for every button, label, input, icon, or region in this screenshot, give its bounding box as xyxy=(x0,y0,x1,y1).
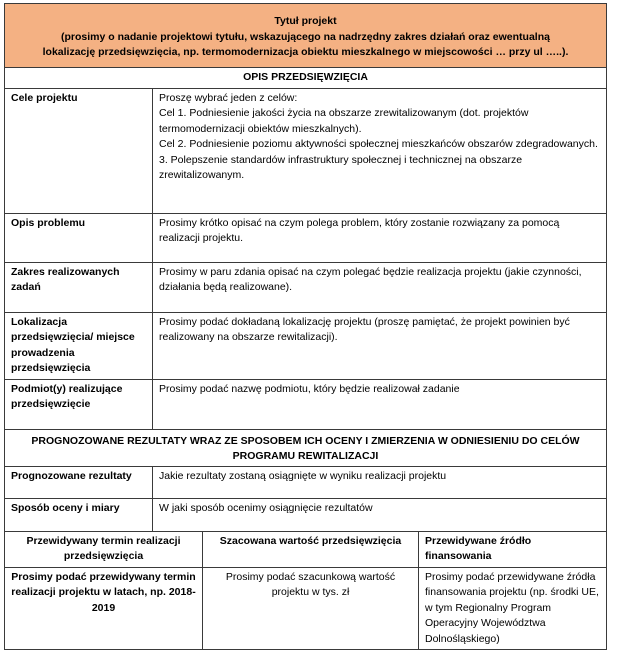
project-title-header xyxy=(5,4,607,68)
value-lokalizacja[interactable]: Prosimy podać dokładaną lokalizację projektu (proszę pamiętać, że projekt powinien być realizowany na obszarze rewitalizacji). xyxy=(153,312,607,379)
cel-2: Cel 2. Podniesienie poziomu aktywności społecznej mieszkańców obszarów zdegradowanych. xyxy=(159,138,598,150)
value-zakres-zadan[interactable]: Prosimy w paru zdania opisać na czym polegać będzie realizacja projektu (jakie czynności, działania będą realizowane). xyxy=(153,262,607,312)
section-heading-rezultaty: PROGNOZOWANE REZULTATY WRAZ ZE SPOSOBEM ICH OCENY I ZMIERZENIA W ODNIESIENIU DO CELÓW PROGRAMU REWITALIZACJI xyxy=(5,429,607,466)
header-zrodlo-finansowania: Przewidywane źródło finansowania xyxy=(419,531,607,567)
value-opis-problemu[interactable]: Prosimy krótko opisać na czym polega problem, który zostanie rozwiązany za pomocą realizacji projektu. xyxy=(153,213,607,262)
project-title-instruction-2: lokalizację przedsięwzięcia, np. termomodernizacja obiektu mieszkalnego w miejscowości … przy ul …..). xyxy=(42,46,569,58)
value-termin-realizacji[interactable]: Prosimy podać przewidywany termin realizacji projektu w latach, np. 2018-2019 xyxy=(5,567,203,650)
project-form-table xyxy=(4,3,607,650)
label-lokalizacja: Lokalizacja przedsięwzięcia/ miejsce prowadzenia przedsięwzięcia xyxy=(5,312,153,379)
value-cele-projektu[interactable] xyxy=(153,88,607,213)
cel-1: Cel 1. Podniesienie jakości życia na obszarze zrewitalizowanym (dot. projektów termomodernizacji obiektów mieszkalnych). xyxy=(159,107,529,135)
header-szacowana-wartosc: Szacowana wartość przedsięwzięcia xyxy=(203,531,419,567)
value-sposob-oceny[interactable]: W jaki sposób ocenimy osiągnięcie rezultatów xyxy=(153,498,607,531)
value-zrodlo-finansowania[interactable]: Prosimy podać przewidywane źródła finansowania projektu (np. środki UE, w tym Regionalny Program Operacyjny Województwa Dolnośląskiego) xyxy=(419,567,607,650)
value-szacowana-wartosc[interactable]: Prosimy podać szacunkową wartość projektu w tys. zł xyxy=(203,567,419,650)
cel-3: 3. Polepszenie standardów infrastruktury społecznej i technicznej na obszarze zrewitalizowanym. xyxy=(159,153,523,181)
label-zakres-zadan: Zakres realizowanych zadań xyxy=(5,262,153,312)
label-podmiot: Podmiot(y) realizujące przedsięwzięcie xyxy=(5,379,153,429)
value-podmiot[interactable]: Prosimy podać nazwę podmiotu, który będzie realizował zadanie xyxy=(153,379,607,429)
value-prognozowane-rezultaty[interactable]: Jakie rezultaty zostaną osiągnięte w wyniku realizacji projektu xyxy=(153,466,607,498)
label-cele-projektu: Cele projektu xyxy=(5,88,153,213)
label-sposob-oceny: Sposób oceny i miary xyxy=(5,498,153,531)
label-prognozowane-rezultaty: Prognozowane rezultaty xyxy=(5,466,153,498)
header-termin-realizacji: Przewidywany termin realizacji przedsięwzięcia xyxy=(5,531,203,567)
label-opis-problemu: Opis problemu xyxy=(5,213,153,262)
section-heading-opis: OPIS PRZEDSIĘWZIĘCIA xyxy=(5,68,607,89)
cele-intro: Proszę wybrać jeden z celów: xyxy=(159,91,298,104)
project-title: Tytuł projekt xyxy=(274,15,337,27)
project-title-instruction-1: (prosimy o nadanie projektowi tytułu, wskazującego na nadrzędny zakres działań oraz ewentualną xyxy=(61,30,550,43)
